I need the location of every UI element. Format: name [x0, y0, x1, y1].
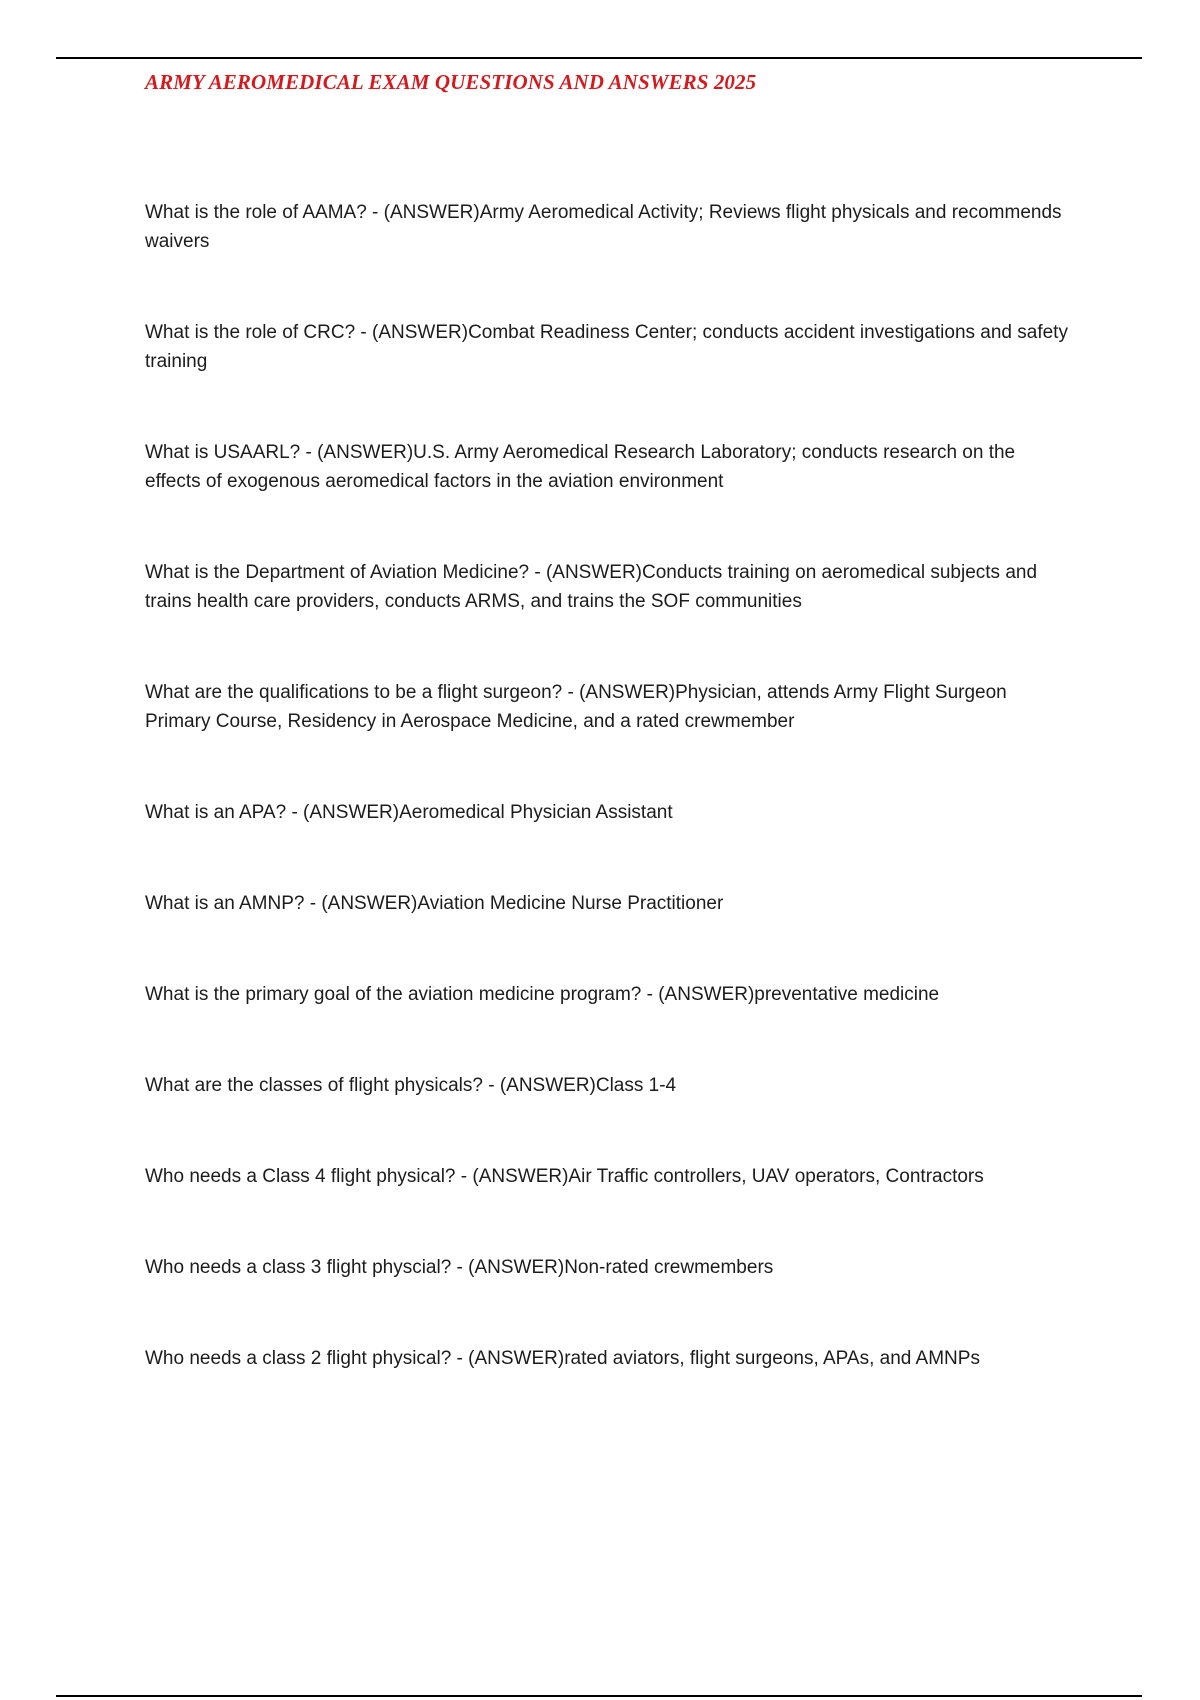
- qa-item: What are the classes of flight physicals? - (ANSWER)Class 1-4: [145, 1075, 677, 1096]
- bottom-rule: [56, 1695, 1142, 1697]
- qa-item: What is the primary goal of the aviation medicine program? - (ANSWER)preventative medicine: [145, 984, 940, 1005]
- qa-item: Who needs a class 2 flight physical? - (ANSWER)rated aviators, flight surgeons, APAs, and AMNPs: [145, 1348, 980, 1369]
- qa-item: What is an AMNP? - (ANSWER)Aviation Medicine Nurse Practitioner: [145, 893, 724, 914]
- qa-item: What is the role of AAMA? - (ANSWER)Army Aeromedical Activity; Reviews flight physicals and recommends waivers: [145, 202, 1062, 252]
- qa-list: [145, 198, 1070, 1435]
- qa-item: What is USAARL? - (ANSWER)U.S. Army Aeromedical Research Laboratory; conducts research on the effects of exogenous aeromedical factors in the aviation environment: [145, 442, 1016, 492]
- document-title: ARMY AEROMEDICAL EXAM QUESTIONS AND ANSWERS 2025: [145, 70, 757, 94]
- qa-item: What are the qualifications to be a flight surgeon? - (ANSWER)Physician, attends Army Flight Surgeon Primary Course, Residency in Aerospace Medicine, and a rated crewmember: [145, 682, 1007, 732]
- qa-item: Who needs a class 3 flight physcial? - (ANSWER)Non-rated crewmembers: [145, 1257, 774, 1278]
- qa-item: What is an APA? - (ANSWER)Aeromedical Physician Assistant: [145, 802, 673, 823]
- top-rule: [56, 57, 1142, 59]
- qa-item: What is the role of CRC? - (ANSWER)Combat Readiness Center; conducts accident investigations and safety training: [145, 322, 1068, 372]
- qa-item: What is the Department of Aviation Medicine? - (ANSWER)Conducts training on aeromedical subjects and trains health care providers, conducts ARMS, and trains the SOF communities: [145, 562, 1038, 612]
- qa-item: Who needs a Class 4 flight physical? - (ANSWER)Air Traffic controllers, UAV operators, Contractors: [145, 1166, 984, 1187]
